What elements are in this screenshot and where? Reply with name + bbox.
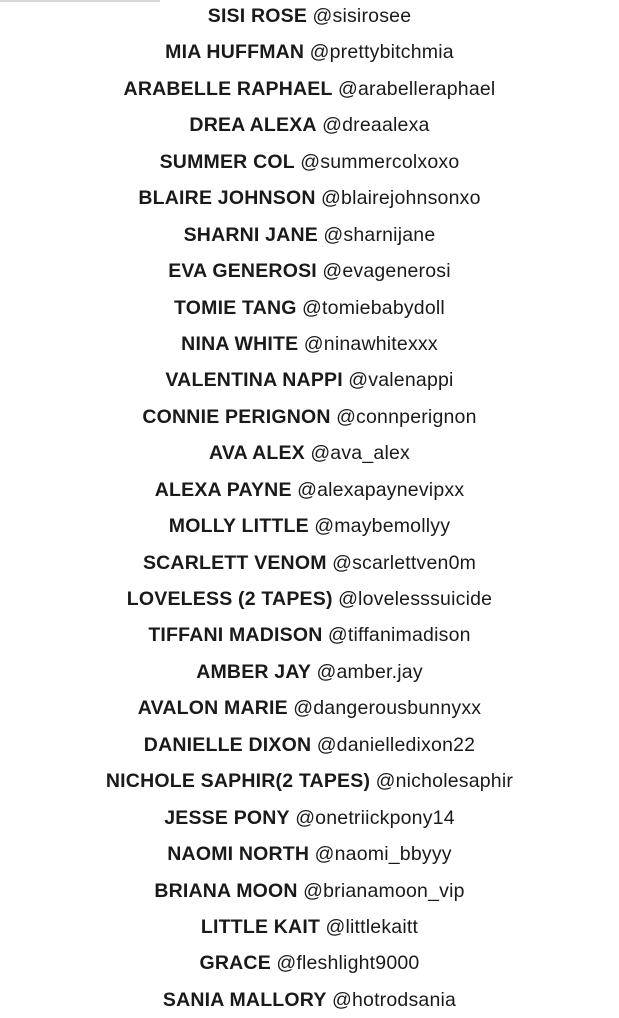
entry-name: DANIELLE DIXON bbox=[143, 733, 312, 756]
list-item bbox=[0, 581, 619, 617]
entry-handle: @connperignon bbox=[336, 405, 477, 428]
list-item bbox=[0, 836, 619, 872]
entry-handle: @arabelleraphael bbox=[338, 77, 496, 100]
entry-handle: @dangerousbunnyxx bbox=[293, 697, 482, 720]
entry-name: CONNIE PERIGNON bbox=[142, 405, 331, 428]
entry-name: SUMMER COL bbox=[159, 150, 295, 173]
list-item bbox=[0, 873, 619, 909]
list-item bbox=[0, 508, 619, 544]
list-item bbox=[0, 545, 619, 581]
entry-handle: @fleshlight9000 bbox=[276, 952, 420, 975]
list-item bbox=[0, 472, 619, 508]
entry-handle: @dreaalexa bbox=[322, 114, 430, 137]
entry-handle: @ava_alex bbox=[310, 442, 410, 465]
entry-name: GRACE bbox=[199, 952, 271, 975]
entry-name: SHARNI JANE bbox=[183, 223, 318, 246]
entry-handle: @brianamoon_vip bbox=[303, 879, 465, 902]
entry-name: TOMIE TANG bbox=[174, 296, 297, 319]
entry-handle: @naomi_bbyyy bbox=[314, 843, 452, 866]
entry-handle: @onetriickpony14 bbox=[295, 806, 455, 829]
entry-handle: @evagenerosi bbox=[322, 260, 451, 283]
entry-handle: @blairejohnsonxo bbox=[321, 187, 481, 210]
list-item bbox=[0, 34, 619, 70]
entry-name: NAOMI NORTH bbox=[167, 843, 310, 866]
list-item bbox=[0, 326, 619, 362]
list-item bbox=[0, 71, 619, 107]
entry-name: SISI ROSE bbox=[207, 5, 308, 27]
entry-name: BLAIRE JOHNSON bbox=[138, 187, 316, 210]
list-item bbox=[0, 290, 619, 326]
entry-handle: @hotrodsania bbox=[331, 988, 457, 1011]
entry-name: MOLLY LITTLE bbox=[168, 515, 309, 538]
list-item bbox=[0, 727, 619, 763]
entry-name: MIA HUFFMAN bbox=[165, 41, 305, 64]
entry-name: ARABELLE RAPHAEL bbox=[123, 77, 333, 100]
list-item bbox=[0, 654, 619, 690]
entry-name: SANIA MALLORY bbox=[162, 988, 327, 1011]
entry-name: LOVELESS (2 TAPES) bbox=[126, 588, 333, 610]
entry-name: NICHOLE SAPHIR(2 TAPES) bbox=[105, 770, 371, 793]
entry-handle: @nicholesaphir bbox=[375, 770, 514, 793]
entry-handle: @tomiebabydoll bbox=[302, 296, 445, 319]
list-item bbox=[0, 690, 619, 726]
entry-handle: @tiffanimadison bbox=[327, 624, 471, 647]
entry-handle: @maybemollyy bbox=[314, 515, 451, 538]
list-item bbox=[0, 800, 619, 836]
entry-handle: @littlekaitt bbox=[325, 915, 419, 938]
list-item bbox=[0, 180, 619, 216]
entry-name: LITTLE KAIT bbox=[200, 915, 321, 938]
entry-name: ALEXA PAYNE bbox=[154, 478, 292, 501]
list-item bbox=[0, 982, 619, 1018]
entry-name: SCARLETT VENOM bbox=[142, 551, 327, 574]
entry-handle: @sharnijane bbox=[323, 223, 436, 246]
entry-handle: @amber.jay bbox=[316, 660, 423, 683]
entry-name: AVA ALEX bbox=[209, 442, 305, 465]
entry-handle: @sisirosee bbox=[312, 5, 412, 27]
entry-handle: @prettybitchmia bbox=[309, 41, 454, 64]
list-item bbox=[0, 107, 619, 143]
entry-name: BRIANA MOON bbox=[154, 879, 298, 902]
list-item bbox=[0, 435, 619, 471]
list-item bbox=[0, 253, 619, 289]
entry-handle: @alexapaynevipxx bbox=[297, 478, 465, 501]
list-item bbox=[0, 362, 619, 398]
list-item bbox=[0, 217, 619, 253]
entry-handle: @lovelesssuicide bbox=[338, 588, 493, 610]
entry-handle: @scarlettven0m bbox=[332, 551, 477, 574]
entry-name: AMBER JAY bbox=[196, 660, 312, 683]
list-item bbox=[0, 763, 619, 799]
entry-name: NINA WHITE bbox=[181, 332, 299, 355]
list-item bbox=[0, 909, 619, 945]
list-item bbox=[0, 945, 619, 981]
list-item bbox=[0, 617, 619, 653]
list-item bbox=[0, 399, 619, 435]
entry-handle: @ninawhitexxx bbox=[303, 332, 438, 355]
entry-name: DREA ALEXA bbox=[189, 114, 317, 137]
entry-handle: @valenappi bbox=[348, 369, 454, 392]
entry-name: JESSE PONY bbox=[164, 806, 290, 829]
entry-handle: @danielledixon22 bbox=[316, 733, 476, 756]
list-item bbox=[0, 144, 619, 180]
entry-name: EVA GENEROSI bbox=[168, 260, 317, 283]
entry-handle: @summercolxoxo bbox=[300, 150, 460, 173]
entry-name: VALENTINA NAPPI bbox=[165, 369, 343, 392]
entry-name: AVALON MARIE bbox=[137, 697, 288, 720]
list-item bbox=[0, 0, 619, 34]
entry-name: TIFFANI MADISON bbox=[148, 624, 323, 647]
